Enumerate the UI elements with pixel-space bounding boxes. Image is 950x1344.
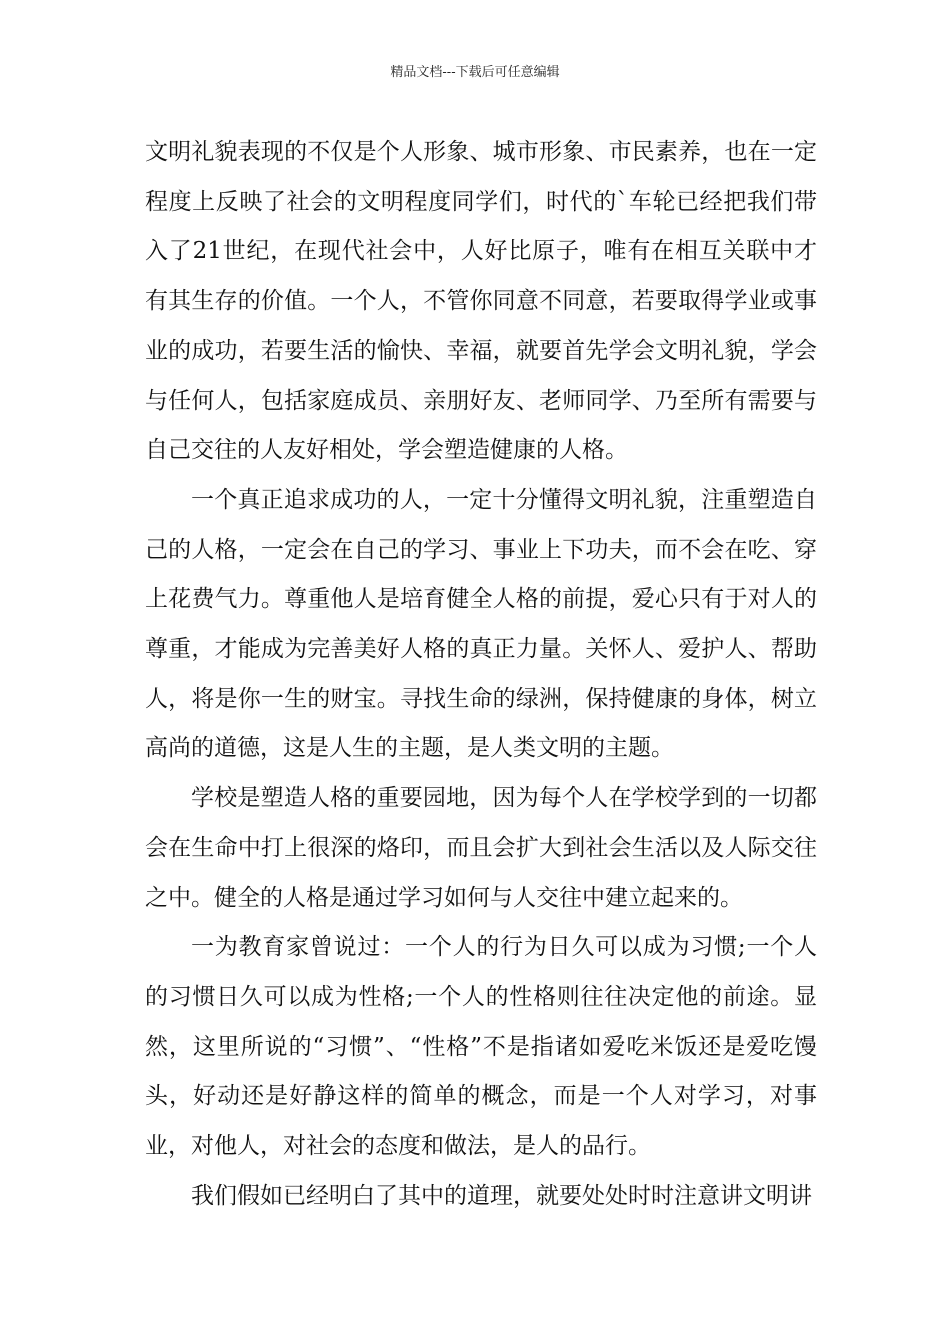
paragraph-5: 我们假如已经明白了其中的道理，就要处处时时注意讲文明讲 (191, 1182, 812, 1209)
paragraph-2: 一个真正追求成功的人，一定十分懂得文明礼貌，注重塑造自己的人格，一定会在自己的学习、事业上下功夫，而不会在吃、穿上花费气力。尊重他人是培育健全人格的前提，爱心只有于对人的尊重，才能成为完善美好人格的真正力量。关怀人、爱护人、帮助人，将是你一生的财宝。寻找生命的绿洲，保持健康的身体，树立高尚的道德，这是人生的主题，是人类文明的主题。 (145, 486, 817, 762)
paragraph-3: 学校是塑造人格的重要园地，因为每个人在学校学到的一切都会在生命中打上很深的烙印，而且会扩大到社会生活以及人际交往之中。健全的人格是通过学习如何与人交往中建立起来的。 (145, 785, 817, 911)
paragraph-1: 文明礼貌表现的不仅是个人形象、城市形象、市民素养，也在一定程度上反映了社会的文明程度同学们，时代的`车轮已经把我们带入了21世纪，在现代社会中，人好比原子，唯有在相互关联中才有其生存的价值。一个人，不管你同意不同意，若要取得学业或事业的成功，若要生活的愉快、幸福，就要首先学会文明礼貌，学会与任何人，包括家庭成员、亲朋好友、老师同学、乃至所有需要与自己交往的人友好相处，学会塑造健康的人格。 (145, 139, 817, 464)
document-body (145, 128, 817, 1221)
paragraph-4: 一为教育家曾说过：一个人的行为日久可以成为习惯;一个人的习惯日久可以成为性格;一个人的性格则往往决定他的前途。显然，这里所说的“习惯”、“性格”不是指诸如爱吃米饭还是爱吃馒头，好动还是好静这样的简单的概念，而是一个人对学习，对事业，对他人，对社会的态度和做法，是人的品行。 (145, 934, 817, 1160)
page-header: 精品文档---下载后可任意编辑 (390, 65, 560, 80)
